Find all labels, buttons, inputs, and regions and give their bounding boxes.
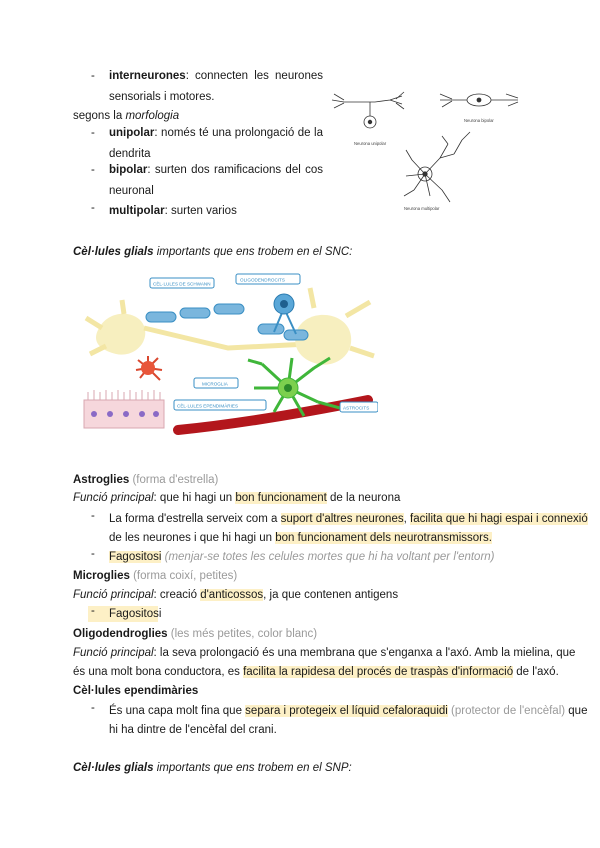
astroglies-item1-c: de les neurones i que hi hagi un	[109, 532, 276, 544]
ependimaries-item-line2: hi ha dintre de l'encèfal del crani.	[109, 724, 277, 736]
oligodendroglies-line1: : la seva prolongació és una membrana que s'enganxa a l'axó. Amb la mielina, que	[153, 647, 576, 659]
label-box-oligo	[236, 274, 300, 284]
microglies-note: (forma coixí, petites)	[129, 570, 238, 582]
label-unipolar: Neurona unipolar	[354, 141, 387, 146]
label-oligo: OLIGODENDROCITS	[240, 277, 285, 283]
ependimaries-item-b: que	[565, 705, 588, 717]
microglies-funcio-b: , ja que contenen antigens	[263, 589, 399, 601]
microglies-funcio-label: Funció principal	[73, 589, 154, 601]
astroglies-item2-highlight: Fagositosi	[109, 551, 162, 563]
segons-term: morfologia	[125, 110, 180, 122]
bipolar-neuron-drawing	[440, 94, 518, 107]
unipolar-neuron-drawing	[332, 92, 404, 128]
label-schwann: CÈL·LULES DE SCHWANN	[153, 281, 211, 287]
label-box-schwann	[150, 278, 214, 288]
list-dash: -	[91, 127, 95, 139]
bipolar-term: bipolar	[109, 164, 148, 176]
interneurones-line-2: sensorials i motores.	[109, 91, 215, 103]
oligodendroglies-line2-b: de l'axó.	[513, 666, 559, 678]
interneurones-text: : connecten les neurones	[185, 70, 323, 82]
microglies-title-line	[73, 567, 237, 585]
oligodendroglies-line2-a: és una molt bona conductora, es	[73, 666, 244, 678]
astroglies-item1-b: ,	[403, 513, 410, 525]
ependimaries-highlight: separa i protegeix el líquid cefaloraquidi	[245, 705, 448, 717]
label-box-astrocits	[340, 402, 378, 412]
glia-snc-heading-rest: importants que ens trobem en el SNC:	[153, 246, 353, 258]
oligodendroglies-title-line	[73, 625, 317, 643]
unipolar-term: unipolar	[109, 127, 155, 139]
microglies-item: Fagositosi	[109, 608, 162, 620]
oligodendroglies-funcio-line1	[73, 644, 576, 662]
ependimaries-item-a: És una capa molt fina que	[109, 705, 246, 717]
bipolar-text: : surten dos ramificacions del cos	[147, 164, 323, 176]
label-ependimaries: CÈL·LULES EPENDIMÀRIES	[177, 403, 239, 409]
astroglies-title: Astroglies	[73, 474, 130, 486]
astroglies-funcio-label: Funció principal	[73, 492, 154, 504]
astroglies-item1-highlight-1: suport d'altres neurones	[280, 513, 404, 525]
astroglies-funcio-a: : que hi hagi un	[153, 492, 236, 504]
list-dash: -	[91, 70, 95, 82]
list-dash: -	[91, 605, 95, 617]
astroglies-note: (forma d'estrella)	[129, 474, 219, 486]
microglia-drawing	[136, 356, 162, 380]
list-dash: -	[91, 510, 95, 522]
astroglies-item1-highlight-2: facilita que hi hagi espai i connexió	[410, 513, 588, 525]
astroglies-funcio	[73, 489, 400, 507]
label-astrocits: ASTROCITS	[343, 405, 370, 411]
microglies-title: Microglies	[73, 570, 130, 582]
oligodendroglies-note: (les més petites, color blanc)	[167, 628, 318, 640]
astroglies-item1-a: La forma d'estrella serveix com a	[109, 513, 281, 525]
neuron-types-illustration	[330, 78, 530, 218]
multipolar-neuron-drawing	[404, 132, 470, 202]
multipolar-line	[109, 202, 237, 220]
label-box-microglia	[194, 378, 238, 388]
astroglies-title-line	[73, 471, 218, 489]
glia-snp-heading-bold: Cèl·lules glials	[73, 762, 154, 774]
glia-snc-heading-bold: Cèl·lules glials	[73, 246, 154, 258]
multipolar-text: : surten varios	[164, 205, 237, 217]
astroglies-funcio-b: de la neurona	[326, 492, 401, 504]
interneurones-term: interneurones	[109, 70, 186, 82]
astroglies-funcio-highlight: bon funcionament	[235, 492, 327, 504]
oligodendroglies-funcio-line2	[73, 663, 559, 681]
glia-snp-heading	[73, 759, 352, 777]
microglies-funcio-a: : creació	[153, 589, 201, 601]
label-microglia: MICROGLIA	[202, 381, 228, 387]
interneurones-line-1	[109, 70, 323, 82]
list-dash: -	[91, 548, 95, 560]
segons-prefix: segons la	[73, 110, 126, 122]
ependimaries-note: (protector de l'encèfal)	[447, 705, 566, 717]
astroglies-item1-highlight-3: bon funcionament dels neurotransmissors.	[275, 532, 492, 544]
oligodendroglies-funcio-label: Funció principal	[73, 647, 154, 659]
microglies-funcio-highlight: d'anticossos	[200, 589, 264, 601]
microglies-funcio	[73, 586, 398, 604]
unipolar-line-1	[109, 127, 323, 139]
list-dash: -	[91, 202, 95, 214]
label-bipolar: Neurona bipolar	[464, 118, 494, 123]
bipolar-line-2: neuronal	[109, 185, 154, 197]
unipolar-text: : només té una prolongació de la	[154, 127, 323, 139]
list-dash: -	[91, 164, 95, 176]
astroglies-item1-line1	[109, 510, 588, 528]
ependimaries-item-line1	[109, 702, 587, 720]
glial-cells-illustration	[78, 268, 378, 448]
segons-morfologia	[73, 107, 179, 125]
glia-snc-heading	[73, 243, 352, 261]
oligodendroglies-highlight: facilita la rapidesa del procés de traspàs d'informació	[243, 666, 514, 678]
multipolar-term: multipolar	[109, 205, 165, 217]
unipolar-line-2: dendrita	[109, 148, 151, 160]
label-box-ependimaries	[174, 400, 266, 410]
neuron-background	[86, 288, 374, 365]
ependymal-cells-drawing	[84, 390, 164, 428]
glia-snp-heading-rest: importants que ens trobem en el SNP:	[153, 762, 352, 774]
ependimaries-title: Cèl·lules ependimàries	[73, 685, 199, 697]
list-dash: -	[91, 702, 95, 714]
astroglies-item1-line2	[109, 529, 492, 547]
bipolar-line-1	[109, 164, 323, 176]
astroglies-item2	[109, 548, 495, 566]
label-multipolar: Neurona multipolar	[404, 206, 440, 211]
astroglies-item2-note: (menjar-se totes les celules mortes que hi ha voltant per l'entorn)	[161, 551, 495, 563]
oligodendroglies-title: Oligodendroglies	[73, 628, 168, 640]
